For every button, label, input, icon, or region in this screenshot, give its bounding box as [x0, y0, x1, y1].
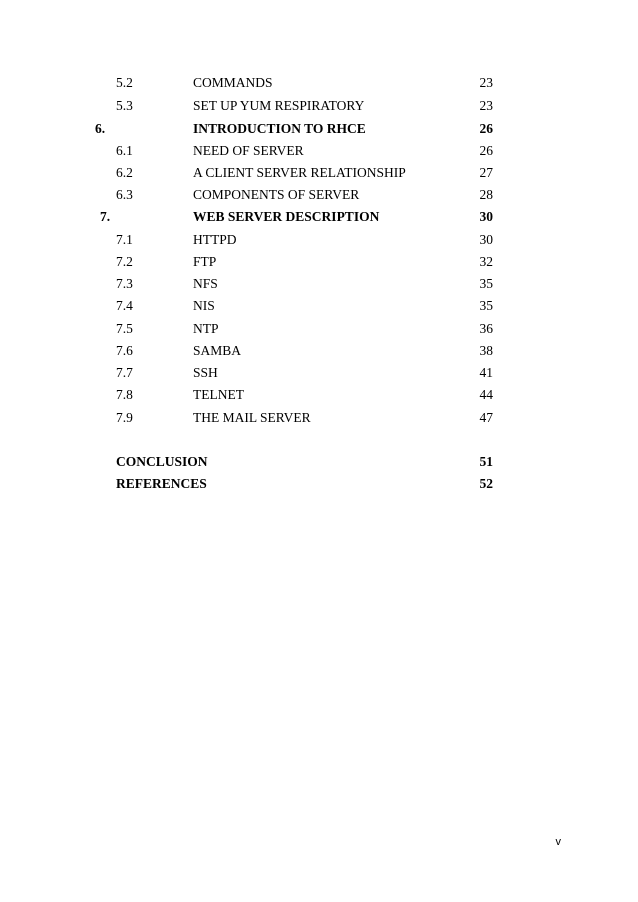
toc-entry-5-2	[0, 73, 638, 93]
toc-entry-6-2	[0, 163, 638, 183]
toc-title: CONCLUSION	[116, 454, 208, 469]
toc-page: 23	[479, 75, 493, 90]
toc-title: REFERENCES	[116, 476, 207, 491]
toc-page: 51	[479, 454, 493, 469]
toc-number: 5.2	[116, 75, 133, 90]
toc-title: INTRODUCTION TO RHCE	[193, 121, 366, 136]
toc-number: 7.2	[116, 254, 133, 269]
toc-page: 30	[479, 209, 493, 224]
toc-number: 6.1	[116, 143, 133, 158]
toc-title: TELNET	[193, 387, 244, 402]
toc-conclusion	[0, 452, 638, 472]
toc-entry-7-9	[0, 408, 638, 428]
toc-entry-7-3	[0, 274, 638, 294]
toc-number: 7.9	[116, 410, 133, 425]
toc-entry-7-8	[0, 385, 638, 405]
toc-title: NFS	[193, 276, 218, 291]
toc-number: 5.3	[116, 98, 133, 113]
toc-title: A CLIENT SERVER RELATIONSHIP	[193, 165, 406, 180]
toc-title: NEED OF SERVER	[193, 143, 304, 158]
toc-number: 7.7	[116, 365, 133, 380]
toc-entry-7-1	[0, 230, 638, 250]
toc-page: 41	[479, 365, 493, 380]
toc-number: 6.3	[116, 187, 133, 202]
toc-page: 35	[479, 298, 493, 313]
toc-page: 27	[479, 165, 493, 180]
toc-page: 23	[479, 98, 493, 113]
toc-page: 26	[479, 143, 493, 158]
toc-number: 7.3	[116, 276, 133, 291]
toc-entry-6-1	[0, 141, 638, 161]
toc-number: 7.	[100, 209, 111, 224]
toc-title: NIS	[193, 298, 215, 313]
toc-title: NTP	[193, 321, 219, 336]
toc-entry-7-6	[0, 341, 638, 361]
toc-entry-7-2	[0, 252, 638, 272]
toc-number: 6.2	[116, 165, 133, 180]
toc-page: 36	[479, 321, 493, 336]
toc-title: COMPONENTS OF SERVER	[193, 187, 360, 202]
toc-page: 44	[479, 387, 493, 402]
toc-title: SAMBA	[193, 343, 242, 358]
toc-title: SSH	[193, 365, 218, 380]
toc-title: WEB SERVER DESCRIPTION	[193, 209, 380, 224]
toc-page: 52	[479, 476, 493, 491]
toc-entry-7-7	[0, 363, 638, 383]
toc-entry-7-4	[0, 296, 638, 316]
toc-title: FTP	[193, 254, 217, 269]
toc-number: 7.5	[116, 321, 133, 336]
toc-page: 35	[479, 276, 493, 291]
toc-title: COMMANDS	[193, 75, 273, 90]
toc-number: 6.	[95, 121, 106, 136]
toc-page: 32	[479, 254, 493, 269]
toc-page: 26	[479, 121, 493, 136]
toc-entry-6-3	[0, 185, 638, 205]
toc-number: 7.8	[116, 387, 133, 402]
toc-page: 30	[479, 232, 493, 247]
page-number: v	[555, 836, 561, 848]
toc-page: 28	[479, 187, 493, 202]
toc-chapter-7	[0, 207, 638, 227]
toc-page: 47	[479, 410, 493, 425]
toc-page: 38	[479, 343, 493, 358]
toc-title: HTTPD	[193, 232, 237, 247]
toc-entry-5-3	[0, 96, 638, 116]
toc-number: 7.4	[116, 298, 133, 313]
toc-number: 7.6	[116, 343, 133, 358]
toc-title: THE MAIL SERVER	[193, 410, 311, 425]
toc-references	[0, 474, 638, 494]
toc-chapter-6	[0, 119, 638, 139]
toc-number: 7.1	[116, 232, 133, 247]
toc-title: SET UP YUM RESPIRATORY	[193, 98, 365, 113]
toc-entry-7-5	[0, 319, 638, 339]
